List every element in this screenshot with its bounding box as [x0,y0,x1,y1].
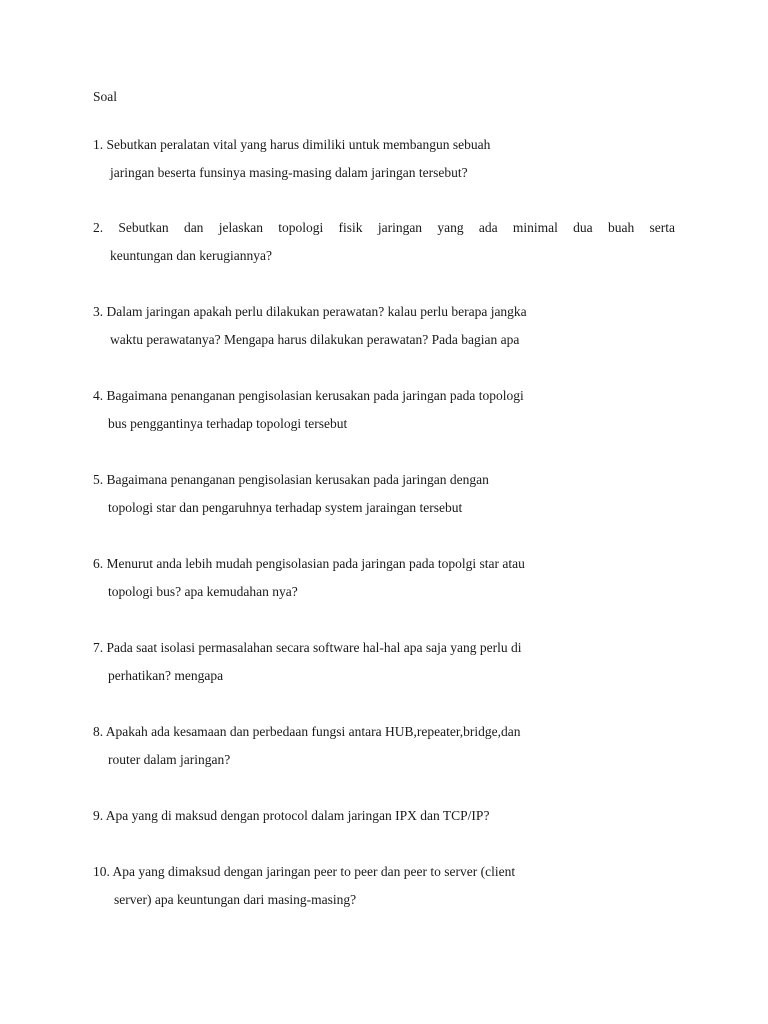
question-2-line-1 [93,219,675,237]
question-4-line-1: 4. Bagaimana penanganan pengisolasian kerusakan pada jaringan pada topologi [93,388,524,403]
question-4 [93,387,675,433]
question-5-line-1: 5. Bagaimana penanganan pengisolasian kerusakan pada jaringan dengan [93,472,489,487]
question-7-line-1: 7. Pada saat isolasi permasalahan secara software hal-hal apa saja yang perlu di [93,640,522,655]
question-6-line-2: topologi bus? apa kemudahan nya? [108,584,298,599]
question-3 [93,303,675,349]
question-2-word: fisik [338,220,363,235]
question-2-word: topologi [278,220,324,235]
document-title: Soal [93,89,118,104]
question-3-line-1: 3. Dalam jaringan apakah perlu dilakukan perawatan? kalau perlu berapa jangka [93,304,527,319]
question-2-word: buah [607,220,635,235]
question-2-word: jelaskan [218,220,263,235]
question-2 [93,219,675,265]
question-10-line-2: server) apa keuntungan dari masing-masing? [114,892,357,907]
question-2-word: 2. [93,220,104,235]
question-2-line-2: keuntungan dan kerugiannya? [110,248,272,263]
question-7-line-2: perhatikan? mengapa [108,668,224,683]
question-1-line-1: 1. Sebutkan peralatan vital yang harus dimiliki untuk membangun sebuah [93,137,491,152]
question-3-line-2: waktu perawatanya? Mengapa harus dilakukan perawatan? Pada bagian apa [110,332,520,347]
question-5 [93,471,675,517]
question-9-line-1: 9. Apa yang di maksud dengan protocol dalam jaringan IPX dan TCP/IP? [93,808,490,823]
question-2-word: Sebutkan [118,220,169,235]
question-6 [93,555,675,601]
question-7 [93,639,675,685]
question-6-line-1: 6. Menurut anda lebih mudah pengisolasian pada jaringan pada topolgi star atau [93,556,525,571]
question-1 [93,136,675,182]
question-2-word: jaringan [377,220,423,235]
question-8 [93,723,675,769]
question-2-word: yang [437,220,464,235]
question-8-line-1: 8. Apakah ada kesamaan dan perbedaan fungsi antara HUB,repeater,bridge,dan [93,724,521,739]
question-4-line-2: bus penggantinya terhadap topologi tersebut [108,416,348,431]
question-8-line-2: router dalam jaringan? [108,752,231,767]
question-10 [93,863,675,909]
question-5-line-2: topologi star dan pengaruhnya terhadap system jaraingan tersebut [108,500,463,515]
question-10-line-1: 10. Apa yang dimaksud dengan jaringan peer to peer dan peer to server (client [93,864,516,879]
question-2-word: minimal [512,220,558,235]
question-2-word: ada [478,220,498,235]
question-2-word: dan [183,220,204,235]
question-1-line-2: jaringan beserta funsinya masing-masing dalam jaringan tersebut? [110,165,468,180]
question-9 [93,807,675,825]
question-2-word: dua [573,220,593,235]
question-2-word: serta [649,220,675,235]
